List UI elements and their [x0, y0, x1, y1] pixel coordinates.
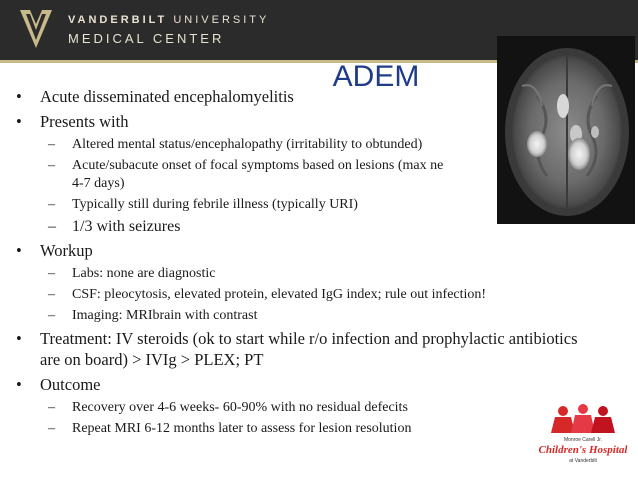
sub-bullet-item: – 1/3 with seizures — [10, 217, 628, 237]
sub-bullet-item: – Typically still during febrile illness (typically URI) — [10, 196, 628, 214]
sub-bullet-item: – CSF: pleocytosis, elevated protein, elevated IgG index; rule out infection! — [10, 286, 628, 304]
university-name: VANDERBILT UNIVERSITY — [68, 14, 270, 26]
logo-line-3: at Vanderbilt — [569, 458, 597, 464]
logo-line-1: Monroe Carell Jr. — [563, 437, 603, 443]
sub-bullet-item: – Acute/subacute onset of focal symptoms based on lesions (max ne — [10, 157, 628, 175]
bullet-item: • Outcome — [10, 374, 628, 395]
sub-bullet-item: – Recovery over 4-6 weeks- 60-90% with no residual defecits — [10, 399, 628, 417]
sub-bullet-item: – Repeat MRI 6-12 months later to assess for lesion resolution — [10, 420, 628, 438]
sub-bullet-item: – Imaging: MRIbrain with contrast — [10, 307, 628, 325]
medical-center-name: MEDICAL CENTER — [68, 31, 225, 46]
bullet-item: • Acute disseminated encephalomyelitis — [10, 86, 628, 107]
sub-bullet-item: – Labs: none are diagnostic — [10, 265, 628, 283]
sub-bullet-continuation: 4-7 days) — [72, 176, 125, 191]
sub-bullet-item: – Altered mental status/encephalopathy (irritability to obtunded) — [10, 136, 628, 154]
bullet-item: • Presents with — [10, 111, 628, 132]
bullet-item: • Treatment: IV steroids (ok to start while r/o infection and prophylactic antibiotics — [10, 328, 628, 349]
children-figures-icon — [551, 404, 615, 433]
logo-line-2: Children's Hospital — [538, 444, 628, 456]
slide-title: ADEM — [332, 60, 420, 93]
childrens-hospital-logo — [535, 403, 631, 471]
bullet-item: • Workup — [10, 240, 628, 261]
slide-content — [10, 86, 628, 441]
vanderbilt-logo-icon — [18, 8, 54, 50]
bullet-continuation: are on board) > IVIg > PLEX; PT — [40, 350, 264, 369]
